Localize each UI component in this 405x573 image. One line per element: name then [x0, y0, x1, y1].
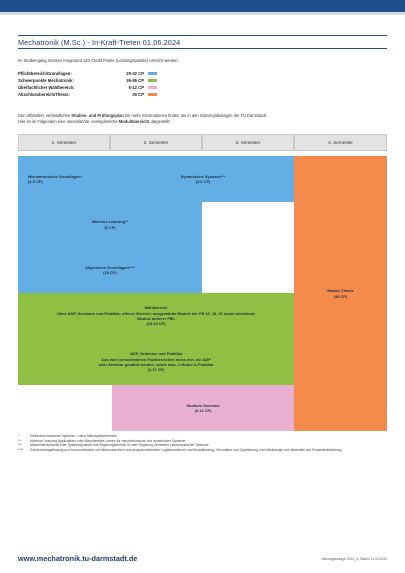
color-swatch-blue	[148, 72, 157, 76]
credit-value: 36-55 CP	[126, 78, 144, 83]
credit-row-pflicht	[18, 70, 157, 77]
color-swatch-green	[148, 79, 157, 83]
module-cp: (4-5 CP)	[28, 179, 43, 184]
module-title: Allgemeine Grundlagen****	[85, 264, 135, 270]
semester-header-3: 3. Semester	[202, 134, 294, 151]
module-machine-learning	[18, 202, 202, 247]
note-text: Den	[18, 113, 27, 118]
credit-label: Überfachlicher Wahlbereich:	[18, 85, 75, 90]
note-bold: Studien- und Prüfungsplan	[70, 113, 124, 118]
footnote-mark: ****	[18, 447, 24, 452]
credit-summary	[18, 70, 157, 98]
module-wahlbereich	[18, 293, 294, 339]
footer-meta: Satzungsbeilage 2024_II | Stand: 11.03.2024	[321, 557, 387, 561]
note-bold: Modulübersicht	[117, 118, 150, 124]
note-text: dargestellt:	[149, 118, 171, 124]
module-cp: (3-37 CP)	[147, 367, 165, 373]
header-bar-underline	[0, 12, 405, 15]
note-text: mit mehr Informationen finden Sie in den Satzungsbeilagen der TU Darmstadt.	[123, 113, 268, 118]
module-title: Mechatronische Grundlagen*	[28, 173, 83, 179]
module-cp: (6 CP)	[104, 224, 116, 230]
module-studium-generale	[112, 385, 294, 431]
semester-header-4: 4. Semester	[294, 134, 387, 151]
module-title: Machine Learning**	[91, 219, 129, 225]
intro-text: Im Studiengang müssen insgesamt 120 Credit Points (Leistungspunkte) erreicht werden:	[18, 58, 179, 63]
credit-value: 29-32 CP	[126, 71, 144, 76]
footnote-text: Elektromechanische Systeme / Labor Mikrosystemtechnik	[30, 434, 117, 438]
header-bar	[0, 0, 405, 12]
module-description: Module anderer FBs	[137, 316, 175, 321]
module-title: Studium Generale	[186, 402, 220, 408]
module-cp: (30 CP)	[333, 293, 348, 299]
title-rule-bottom	[18, 48, 387, 49]
footnote-text: Maschinendynamik oder Systemdynamik und Regelungstechnik III oder Regelung vernetzter cyberphysischer Systeme	[30, 443, 209, 448]
footnote-text: Entscheidungsfindung und Kommunikation mit Mikrocontrollern und programmierbaren Logikbausteinen und Modellbildung, Simulation und Optimierung und Werkzeuge und Methoden der Produktentwicklung	[30, 447, 342, 452]
footnote-mark: ***	[18, 443, 22, 448]
credit-label: Pflichtbereich/Grundlagen:	[18, 71, 72, 76]
module-allgemeine-grundlagen	[18, 247, 202, 293]
title-rule-top	[18, 35, 387, 36]
module-title: Master-Thesis	[327, 288, 354, 294]
module-title: Dynamische Systeme***	[180, 173, 226, 179]
credit-value: 6-12 CP	[128, 85, 144, 90]
footnotes	[18, 434, 390, 452]
module-master-thesis	[294, 156, 387, 431]
semester-header-1: 1. Semester	[18, 134, 110, 151]
module-description: oder Seminar gewählt werden, sowie max. 1 Modul in Praktika	[98, 362, 214, 367]
module-cp: (4-6 CP)	[195, 179, 211, 184]
footnote	[18, 448, 390, 453]
note-text: Hier ist im Folgenden eine	[18, 118, 67, 124]
credit-label: Abschlussbereich/Thesis:	[18, 92, 70, 97]
credit-row-wahlbereich	[18, 84, 157, 91]
footnote-mark: *	[18, 434, 20, 438]
module-cp: (6-12 CP)	[194, 408, 212, 413]
footer-url-link[interactable]: www.mechatronik.tu-darmstadt.de	[18, 554, 138, 563]
document-title: Mechatronik (M.Sc.) - In-Kraft-Treten 01.06.2024	[18, 38, 181, 47]
module-description: Ohne ADP, Seminare und Praktika; offener Bereich; ausgewählte Module der FB 16, 18, 20 sowie bestimmte	[56, 310, 256, 316]
module-title: Wahlbereich	[144, 305, 168, 311]
credit-row-schwerpunkte	[18, 77, 157, 84]
module-adp-seminare-praktika	[18, 339, 294, 385]
color-swatch-orange	[148, 93, 157, 97]
semester-header-2: 2. Semester	[110, 134, 202, 151]
module-mechatronische-grundlagen	[18, 156, 112, 202]
info-note	[18, 113, 388, 124]
module-cp: (15 CP)	[103, 270, 117, 275]
module-title: ADP, Seminare und Praktika	[130, 351, 182, 357]
footnote-mark: **	[18, 438, 21, 443]
module-cp: (18-33 CP)	[146, 321, 166, 327]
note-emphasis: offiziellen, verbindlichen	[26, 113, 71, 118]
credit-row-thesis	[18, 91, 157, 98]
color-swatch-pink	[148, 86, 157, 90]
module-description: Aus zwei verschiedenen Fachbereichen muss min. ein ADP	[101, 356, 211, 362]
credit-label: Schwerpunkte Mechatronik:	[18, 78, 74, 83]
footnote-text: Machine Learning Applications oder Maschinelles Lernen für mechatronische und dynamische Systeme	[30, 438, 186, 443]
credit-value: 30 CP	[132, 92, 144, 97]
module-dynamische-systeme	[112, 156, 294, 202]
note-emphasis: vereinfachte, exemplarische	[66, 118, 118, 124]
